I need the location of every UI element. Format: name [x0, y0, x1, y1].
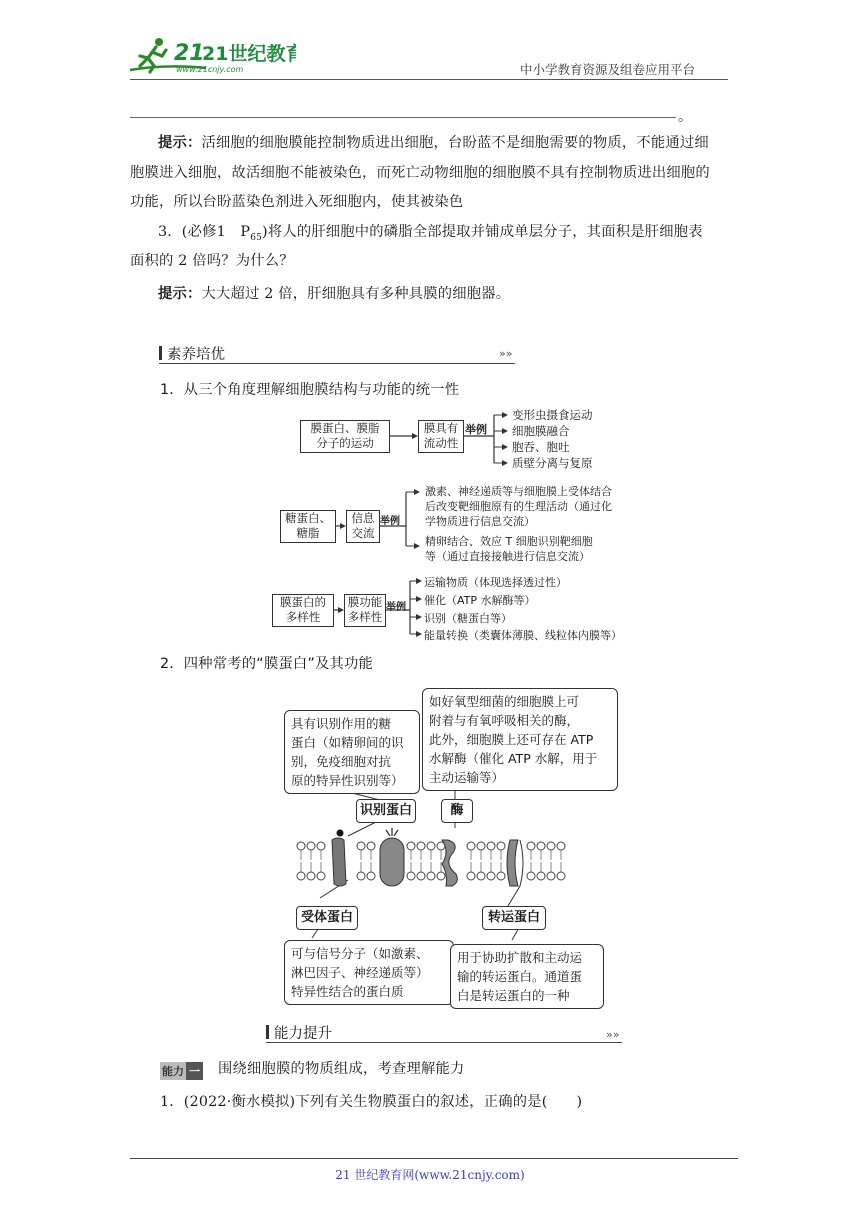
- tag-enzyme: 酶: [441, 799, 473, 823]
- site-logo: [126, 34, 296, 78]
- diagram-protein-diversity: [272, 572, 632, 644]
- item1-heading: 1．从三个角度理解细胞膜结构与功能的统一性: [160, 382, 460, 398]
- footer-link[interactable]: 21 世纪教育网(www.21cnjy.com): [335, 1168, 525, 1182]
- hint1-line2: 胞膜进入细胞，故活细胞不能被染色，而死亡动物细胞的细胞膜不具有控制物质进出细胞的: [130, 165, 710, 181]
- label-example: 举例: [380, 516, 400, 527]
- callout-enzyme: 如好氧型细菌的细胞膜上可 附着与有氧呼吸相关的酶， 此外，细胞膜上还可存在 ATP 水解酶（催化 ATP 水解，用于 主动运输等）: [422, 688, 618, 791]
- header-platform-text: 中小学教育资源及组卷应用平台: [520, 62, 696, 77]
- hint2: 提示：大大超过 2 倍，肝细胞具有多种具膜的细胞器。: [158, 286, 511, 302]
- membrane-protein-figure: [280, 688, 615, 1010]
- tag-transport-protein: 转运蛋白: [482, 906, 546, 930]
- ability-badge: 能力 一: [160, 1060, 203, 1080]
- chevrons-icon: »»: [499, 347, 513, 360]
- box-membrane-movement: 膜蛋白、膜脂 分子的运动: [300, 420, 390, 453]
- label-example: 举例: [386, 602, 406, 613]
- callout-receptor: 可与信号分子（如激素、 淋巴因子、神经递质等） 特异性结合的蛋白质: [284, 940, 454, 1005]
- example-item: 运输物质（体现选择透过性）: [424, 576, 567, 589]
- label-example: 举例: [465, 423, 487, 436]
- svg-text:21: 21: [174, 41, 205, 66]
- callout-recognition: 具有识别作用的糖 蛋白（如精卵间的识 别，免疫细胞对抗 原的特异性识别等）: [284, 710, 420, 794]
- svg-text:www.21cnjy.com: www.21cnjy.com: [176, 65, 244, 74]
- section-title: 能力提升: [274, 1026, 332, 1042]
- example-item: 胞吞、胞吐: [512, 440, 570, 454]
- example-direct-contact: 精卵结合、效应 T 细胞识别靶细胞 等（通过直接接触进行信息交流）: [425, 535, 593, 563]
- question1: 1．(2022·衡水模拟)下列有关生物膜蛋白的叙述，正确的是( ): [160, 1094, 583, 1110]
- example-item: 能量转换（类囊体薄膜、线粒体内膜等）: [424, 629, 622, 642]
- footer-rule: [130, 1158, 738, 1159]
- section-title: 素养培优: [167, 347, 225, 363]
- header-rule: [130, 79, 728, 80]
- tag-recognition-protein: 识别蛋白: [356, 799, 416, 823]
- example-item: 识别（糖蛋白等）: [424, 612, 512, 625]
- example-item: 变形虫摄食运动: [512, 408, 593, 422]
- example-item: 催化（ATP 水解酶等）: [424, 594, 536, 607]
- example-item: 细胞膜融合: [512, 424, 570, 438]
- hint1-line1: 提示：活细胞的细胞膜能控制物质进出细胞，台盼蓝不是细胞需要的物质，不能通过细: [158, 135, 709, 151]
- example-chemical-signal: 激素、神经递质等与细胞膜上受体结合 后改变靶细胞原有的生理活动（通过化 学物质进行信息交流）: [425, 485, 612, 528]
- answer-blank-line: [130, 117, 676, 118]
- hint1-line3: 功能，所以台盼蓝染色剂进入死细胞内，使其被染色: [130, 194, 464, 210]
- ability-text: 围绕细胞膜的物质组成，考查理解能力: [218, 1061, 465, 1077]
- example-item: 质壁分离与复原: [512, 456, 593, 470]
- svg-text:21世纪教育: 21世纪教育: [202, 43, 296, 65]
- box-glycoprotein: 糖蛋白、 糖脂: [280, 510, 336, 543]
- section-heading-literacy: [159, 343, 515, 365]
- diagram-fluidity: [300, 405, 620, 477]
- callout-transport: 用于协助扩散和主动运 输的转运蛋白。通道蛋 白是转运蛋白的一种: [450, 944, 604, 1009]
- question3-line1: 3．(必修1 $P_{65}$)将人的肝细胞中的磷脂全部提取并铺成单层分子，其面积是肝细胞表: [158, 224, 703, 243]
- item2-heading: 2．四种常考的“膜蛋白”及其功能: [160, 656, 373, 672]
- box-function-diversity: 膜功能 多样性: [344, 594, 386, 627]
- question3-line2: 面积的 2 倍吗？为什么？: [130, 253, 294, 269]
- answer-blank-period: 。: [678, 109, 692, 125]
- tag-receptor-protein: 受体蛋白: [296, 906, 358, 930]
- chevrons-icon: »»: [606, 1028, 620, 1041]
- box-info-exchange: 信息 交流: [346, 510, 380, 543]
- diagram-info-exchange: [280, 482, 640, 566]
- section-heading-ability: [266, 1022, 622, 1044]
- box-fluidity: 膜具有 流动性: [418, 420, 464, 453]
- box-protein-diversity: 膜蛋白的 多样性: [272, 594, 334, 627]
